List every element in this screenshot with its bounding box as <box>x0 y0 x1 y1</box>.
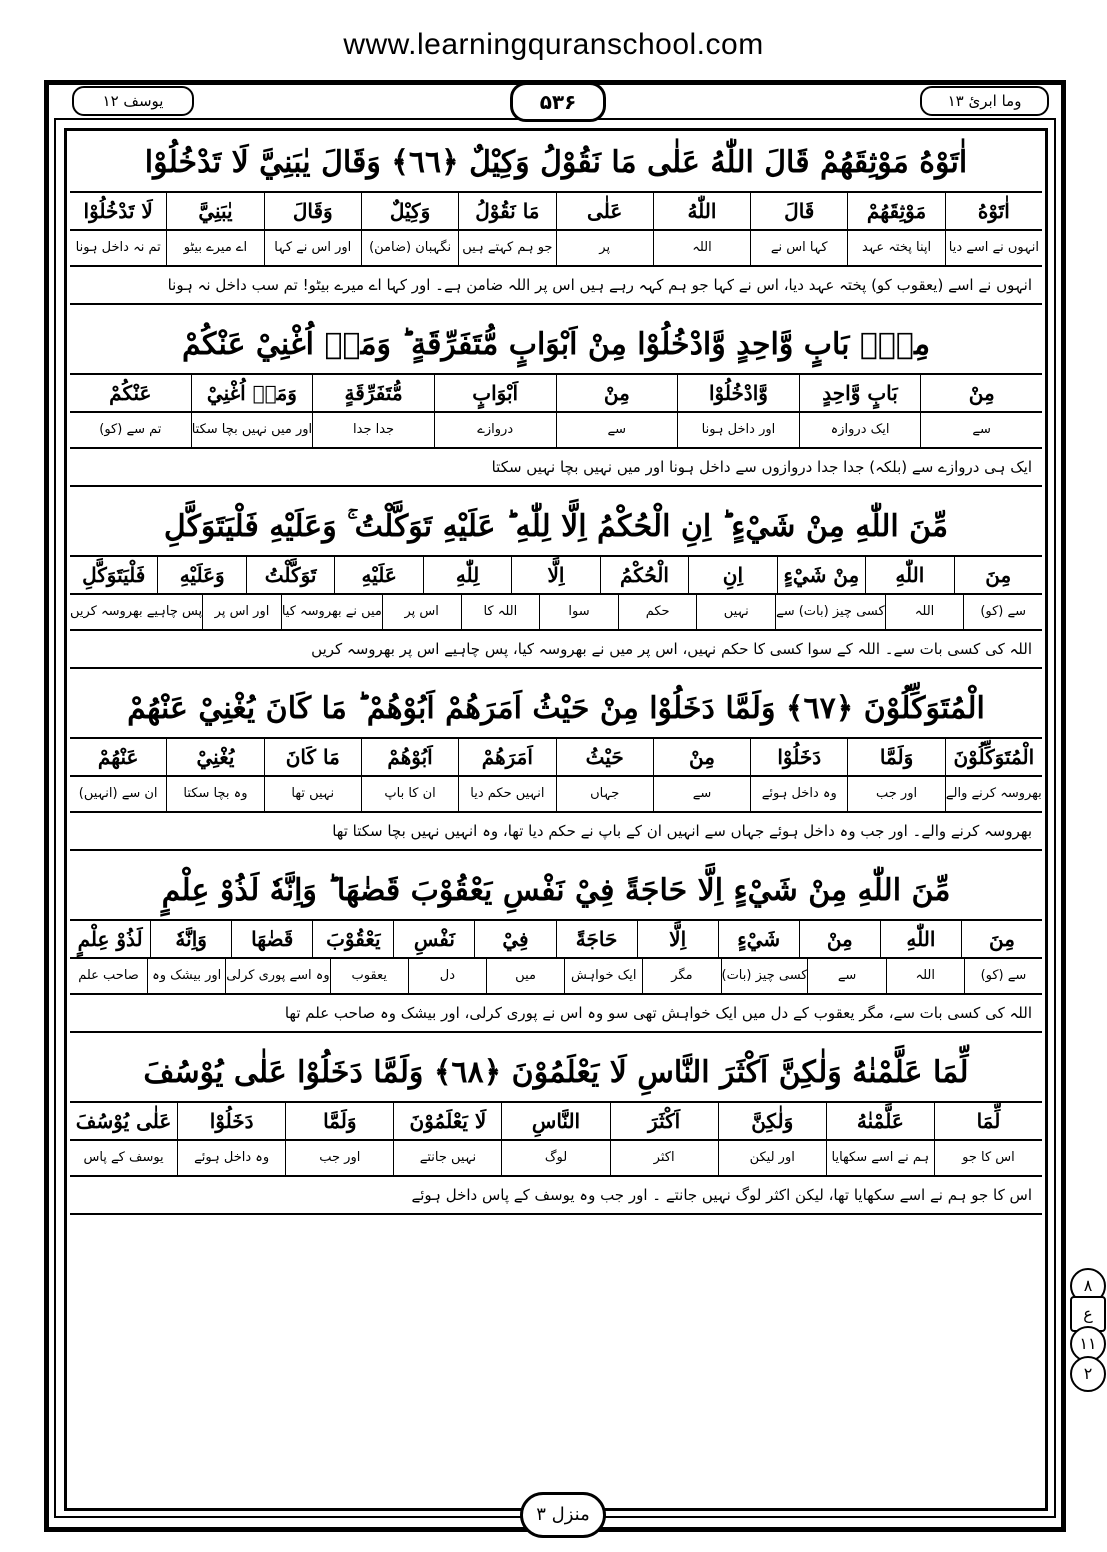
urdu-word-meaning: نگہبان (ضامن) <box>361 231 458 265</box>
urdu-word-meaning: ایک دروازہ <box>799 413 921 447</box>
verse-block <box>70 1045 1042 1215</box>
urdu-translation-line: انہوں نے اسے (یعقوب کو) پختہ عہد دیا، اس نے کہا جو ہم کہہ رہے ہیں اس پر اللہ ضامن ہے۔ اور کہا اے میرے بیٹو! تم سب داخل نہ ہونا <box>70 265 1042 305</box>
urdu-word-meaning: اپنا پختہ عہد <box>847 231 944 265</box>
urdu-word-meaning: یوسف کے پاس <box>83 1150 164 1165</box>
urdu-translation-line: اللہ کی کسی بات سے۔ اللہ کے سوا کسی کا حکم نہیں، اس پر میں نے بھروسہ کیا، پس چاہیے اس پر بھروسہ کریں <box>70 629 1042 669</box>
arabic-word: لَا تَدْخُلُوْا <box>83 199 153 223</box>
arabic-word: وَلَمَّا <box>847 739 944 775</box>
urdu-word-meaning: اللہ <box>886 959 964 993</box>
arabic-word: قَالَ <box>750 193 847 229</box>
urdu-word-meaning: اور داخل ہونا <box>677 413 799 447</box>
arabic-word: وَقَالَ <box>264 193 361 229</box>
arabic-word: اَكْثَرَ <box>610 1103 718 1139</box>
ruku-marker-number: ۱۱ <box>1070 1326 1106 1362</box>
arabic-word: عَلَيْهِ <box>334 557 422 593</box>
urdu-word-row <box>70 775 1042 811</box>
page-content <box>70 135 1042 1215</box>
urdu-word-meaning: انہوں نے اسے دیا <box>945 231 1042 265</box>
arabic-word-row <box>70 919 1042 957</box>
arabic-word: عَنْهُمْ <box>97 745 139 769</box>
arabic-word: لَا يَعْلَمُوْنَ <box>393 1103 501 1139</box>
arabic-word: فَلْيَتَوَكَّلِ <box>82 563 146 587</box>
urdu-word-meaning: کسی چیز (بات) <box>721 959 808 993</box>
urdu-word-row <box>70 411 1042 447</box>
urdu-word-meaning: وہ بچا سکتا <box>166 777 263 811</box>
ayah-line: مِنْۢ بَابٍ وَّاحِدٍ وَّادْخُلُوْا مِنْ اَبْوَابٍ مُّتَفَرِّقَةٍ ؕ وَمَاۤ اُغْنِيْ عَنْكُمْ <box>181 327 931 362</box>
urdu-word-meaning: اللہ <box>885 595 964 629</box>
arabic-word: يُغْنِيْ <box>166 739 263 775</box>
urdu-word-meaning: نہیں جانتے <box>393 1141 501 1175</box>
arabic-word: اِنِ <box>688 557 776 593</box>
urdu-word-meaning: سوا <box>539 595 618 629</box>
arabic-word: وَلٰكِنَّ <box>718 1103 826 1139</box>
urdu-word-meaning: اے میرے بیٹو <box>166 231 263 265</box>
arabic-word: مِنْ <box>556 375 678 411</box>
urdu-word-meaning: ایک خواہش <box>564 959 642 993</box>
arabic-word: الْحُكْمُ <box>600 557 688 593</box>
arabic-word-row <box>70 191 1042 229</box>
urdu-word-meaning: تم نہ داخل ہونا <box>75 240 161 255</box>
urdu-word-meaning: نہیں <box>696 595 775 629</box>
urdu-word-meaning: ان کا باپ <box>361 777 458 811</box>
ruku-marker-top: ۸ <box>1070 1268 1106 1304</box>
arabic-word: مَا نَقُوْلُ <box>458 193 555 229</box>
verse-block <box>70 863 1042 1033</box>
urdu-word-meaning: جدا جدا <box>312 413 434 447</box>
urdu-word-meaning: اللہ کا <box>461 595 540 629</box>
urdu-word-row <box>70 1139 1042 1175</box>
urdu-word-meaning: بھروسہ کرنے والے <box>945 777 1042 811</box>
urdu-translation-line: اس کا جو ہم نے اسے سکھایا تھا، لیکن اکثر لوگ نہیں جانتے ۔ اور جب وہ یوسف کے پاس داخل ہوئے <box>70 1175 1042 1215</box>
arabic-word-row <box>70 373 1042 411</box>
page-number: ۵۳۶ <box>510 82 606 122</box>
urdu-word-meaning: مگر <box>642 959 720 993</box>
arabic-word: يَعْقُوْبَ <box>312 921 393 957</box>
urdu-word-meaning: سے <box>807 959 885 993</box>
urdu-word-meaning: اللہ <box>653 231 750 265</box>
arabic-word: اَبْوَابٍ <box>434 375 556 411</box>
urdu-word-meaning: اس پر <box>382 595 461 629</box>
ayah-line: مِّنَ اللّٰهِ مِنْ شَيْءٍ ؕ اِنِ الْحُكْمُ اِلَّا لِلّٰهِ ؕ عَلَيْهِ تَوَكَّلْتُ ۚ وَعَلَيْهِ فَلْيَتَوَكَّلِ <box>163 509 949 544</box>
arabic-word: اِلَّا <box>637 921 718 957</box>
urdu-word-meaning: انہیں حکم دیا <box>458 777 555 811</box>
arabic-word: اَمَرَهُمْ <box>458 739 555 775</box>
arabic-word: اٰتَوْهُ <box>945 193 1042 229</box>
urdu-word-meaning: ان سے (انہیں) <box>78 786 158 801</box>
block-spacer <box>70 669 1042 681</box>
urdu-translation-line: بھروسہ کرنے والے۔ اور جب وہ داخل ہوئے جہاں سے انہیں ان کے باپ نے حکم دیا تھا، وہ انہیں نہیں بچا سکتا تھا <box>70 811 1042 851</box>
arabic-word: عَلَّمْنٰهُ <box>826 1103 934 1139</box>
arabic-word: تَوَكَّلْتُ <box>246 557 334 593</box>
urdu-word-meaning: اس کا جو <box>934 1141 1042 1175</box>
arabic-word: قَضٰهَا <box>231 921 312 957</box>
urdu-word-meaning: اکثر <box>610 1141 718 1175</box>
block-spacer <box>70 851 1042 863</box>
urdu-word-meaning: سے (کو) <box>964 959 1042 993</box>
urdu-word-meaning: سے <box>653 777 750 811</box>
arabic-word: اللّٰهُ <box>653 193 750 229</box>
arabic-word: وَاِنَّهٗ <box>150 921 231 957</box>
arabic-word: لَذُوْ عِلْمٍ <box>77 927 143 951</box>
arabic-word: مِنْ <box>653 739 750 775</box>
urdu-word-meaning: میں <box>486 959 564 993</box>
urdu-word-row <box>70 957 1042 993</box>
verse-block <box>70 317 1042 487</box>
urdu-word-meaning: جو ہم کہتے ہیں <box>458 231 555 265</box>
urdu-word-meaning: اور اس پر <box>202 595 281 629</box>
urdu-word-meaning: سے <box>556 413 678 447</box>
urdu-word-meaning: وہ داخل ہوئے <box>177 1141 285 1175</box>
urdu-word-meaning: تم سے (کو) <box>99 422 162 437</box>
urdu-word-meaning: اور اس نے کہا <box>264 231 361 265</box>
arabic-word: اللّٰهِ <box>865 557 953 593</box>
arabic-word: لِّمَا <box>934 1103 1042 1139</box>
urdu-word-meaning: دل <box>408 959 486 993</box>
arabic-word: يٰبَنِيَّ <box>166 193 263 229</box>
urdu-word-meaning: اور جب <box>285 1141 393 1175</box>
arabic-word: بَابٍ وَّاحِدٍ <box>799 375 921 411</box>
arabic-word: الْمُتَوَكِّلُوْنَ <box>945 739 1042 775</box>
ayah-line: لِّمَا عَلَّمْنٰهُ وَلٰكِنَّ اَكْثَرَ النَّاسِ لَا يَعْلَمُوْنَ ﴿٦٨﴾ وَلَمَّا دَخَلُوْا عَلٰى يُوْسُفَ <box>143 1055 969 1090</box>
block-spacer <box>70 1033 1042 1045</box>
arabic-word: حَاجَةً <box>556 921 637 957</box>
ruku-marker-bottom: ۲ <box>1070 1356 1106 1392</box>
arabic-word-row <box>70 555 1042 593</box>
urdu-word-meaning: لوگ <box>501 1141 609 1175</box>
arabic-word: دَخَلُوْا <box>177 1103 285 1139</box>
arabic-word: وَكِيْلٌ <box>361 193 458 229</box>
urdu-word-meaning: یعقوب <box>330 959 408 993</box>
arabic-word: عَلٰى يُوْسُفَ <box>75 1109 172 1133</box>
urdu-word-meaning: پس چاہیے بھروسہ کریں <box>69 604 203 619</box>
verse-block <box>70 681 1042 851</box>
arabic-word: عَلٰى <box>556 193 653 229</box>
urdu-word-meaning: کہا اس نے <box>750 231 847 265</box>
para-name-tag: وما ابرئ ۱۳ <box>920 86 1049 116</box>
arabic-word: شَيْءٍ <box>718 921 799 957</box>
arabic-word: دَخَلُوْا <box>750 739 847 775</box>
arabic-word: وَّادْخُلُوْا <box>677 375 799 411</box>
arabic-word: اللّٰهِ <box>880 921 961 957</box>
arabic-word-row <box>70 1101 1042 1139</box>
block-spacer <box>70 487 1042 499</box>
ayah-line: الْمُتَوَكِّلُوْنَ ﴿٦٧﴾ وَلَمَّا دَخَلُوْا مِنْ حَيْثُ اَمَرَهُمْ اَبُوْهُمْ ؕ مَا كَانَ يُغْنِيْ عَنْهُمْ <box>127 691 985 726</box>
surah-name-tag: یوسف ۱۲ <box>72 86 194 116</box>
arabic-word: مِنْ شَيْءٍ <box>777 557 865 593</box>
arabic-word: مَا كَانَ <box>264 739 361 775</box>
website-url: www.learningquranschool.com <box>343 28 764 61</box>
urdu-word-row <box>70 593 1042 629</box>
arabic-word: وَعَلَيْهِ <box>157 557 245 593</box>
urdu-word-meaning: نہیں تھا <box>264 777 361 811</box>
manzil-marker: منزل ۳ <box>520 1492 606 1538</box>
arabic-word: نَفْسِ <box>393 921 474 957</box>
urdu-word-meaning: جہاں <box>556 777 653 811</box>
ayah-line: مِّنَ اللّٰهِ مِنْ شَيْءٍ اِلَّا حَاجَةً فِيْ نَفْسِ يَعْقُوْبَ قَضٰهَا ؕ وَاِنَّهٗ لَذُوْ عِلْمٍ <box>161 873 951 908</box>
urdu-translation-line: اللہ کی کسی بات سے، مگر یعقوب کے دل میں ایک خواہش تھی سو وہ اس نے پوری کرلی، اور بیشک وہ صاحب علم تھا <box>70 993 1042 1033</box>
urdu-word-meaning: حکم <box>618 595 697 629</box>
block-spacer <box>70 305 1042 317</box>
ruku-marker-letter: ع <box>1070 1296 1106 1332</box>
urdu-word-meaning: میں نے بھروسہ کیا <box>281 595 382 629</box>
urdu-word-meaning: اور لیکن <box>718 1141 826 1175</box>
verse-block <box>70 499 1042 669</box>
arabic-word: وَلَمَّا <box>285 1103 393 1139</box>
arabic-word: مِنْ <box>799 921 880 957</box>
arabic-word: حَيْثُ <box>556 739 653 775</box>
arabic-word: النَّاسِ <box>501 1103 609 1139</box>
arabic-word: اَبُوْهُمْ <box>361 739 458 775</box>
urdu-translation-line: ایک ہی دروازے سے (بلکہ) جدا جدا دروازوں سے داخل ہونا اور میں نہیں بچا نہیں سکتا <box>70 447 1042 487</box>
arabic-word: مِنَ <box>954 557 1042 593</box>
urdu-word-row <box>70 229 1042 265</box>
arabic-word: اِلَّا <box>511 557 599 593</box>
urdu-word-meaning: وہ اسے پوری کرلی <box>225 959 329 993</box>
arabic-word: مُّتَفَرِّقَةٍ <box>312 375 434 411</box>
urdu-word-meaning: سے (کو) <box>963 595 1042 629</box>
verse-block <box>70 135 1042 305</box>
urdu-word-meaning: دروازے <box>434 413 556 447</box>
arabic-word-row <box>70 737 1042 775</box>
urdu-word-meaning: صاحب علم <box>78 968 139 983</box>
urdu-word-meaning: اور بیشک وہ <box>147 959 225 993</box>
arabic-word: مَوْثِقَهُمْ <box>847 193 944 229</box>
urdu-word-meaning: اور جب <box>847 777 944 811</box>
urdu-word-meaning: کسی چیز (بات) سے <box>775 595 885 629</box>
arabic-word: مِنْ <box>920 375 1042 411</box>
urdu-word-meaning: وہ داخل ہوئے <box>750 777 847 811</box>
urdu-word-meaning: پر <box>556 231 653 265</box>
arabic-word: فِيْ <box>474 921 555 957</box>
ayah-line: اٰتَوْهُ مَوْثِقَهُمْ قَالَ اللّٰهُ عَلٰى مَا نَقُوْلُ وَكِيْلٌ ﴿٦٦﴾ وَقَالَ يٰبَنِيَّ لَا تَدْخُلُوْا <box>144 145 968 180</box>
urdu-word-meaning: ہم نے اسے سکھایا <box>826 1141 934 1175</box>
arabic-word: عَنْكُمْ <box>109 381 152 405</box>
arabic-word: مِنَ <box>961 921 1042 957</box>
urdu-word-meaning: اور میں نہیں بچا سکتا <box>191 413 313 447</box>
arabic-word: لِلّٰهِ <box>423 557 511 593</box>
urdu-word-meaning: سے <box>920 413 1042 447</box>
arabic-word: وَمَاۤ اُغْنِيْ <box>191 375 313 411</box>
